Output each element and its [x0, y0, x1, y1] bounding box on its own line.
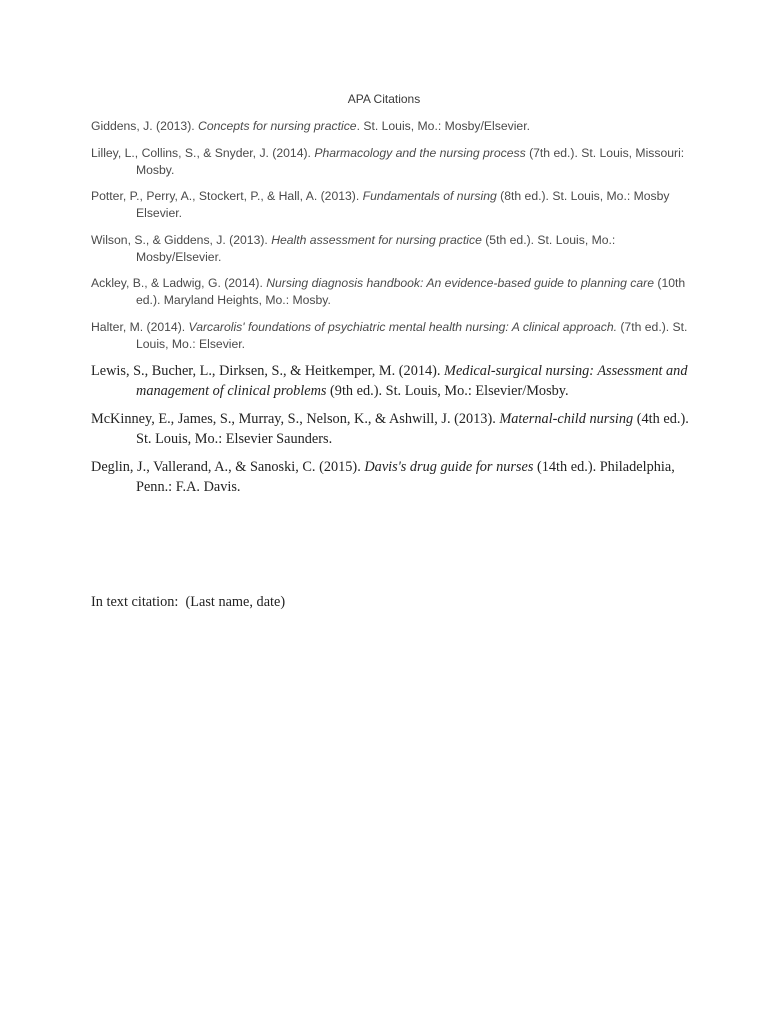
reference-authors: Ackley, B., & Ladwig, G. (2014). [91, 276, 267, 290]
reference-title: Varcarolis' foundations of psychiatric mental health nursing: A clinical approach. [188, 319, 617, 334]
reference-item [91, 188, 691, 222]
reference-title: Concepts for nursing practice [198, 119, 357, 133]
reference-publisher: . St. Louis, Mo.: Mosby/Elsevier. [356, 119, 530, 133]
reference-title: Health assessment for nursing practice [271, 232, 482, 247]
reference-authors: McKinney, E., James, S., Murray, S., Nelson, K., & Ashwill, J. (2013). [91, 411, 500, 427]
reference-authors: Deglin, J., Vallerand, A., & Sanoski, C. (2015). [91, 459, 365, 475]
reference-publisher: (14th ed.). Philadelphia, Penn.: F.A. Davis. [136, 459, 675, 495]
reference-item [91, 458, 691, 497]
reference-authors: Giddens, J. (2013). [91, 119, 199, 133]
reference-title: Davis's drug guide for nurses [364, 459, 534, 475]
reference-item [91, 410, 691, 449]
reference-item [91, 362, 691, 401]
reference-publisher: (7th ed.). St. Louis, Missouri: Mosby. [136, 145, 685, 177]
reference-publisher: (5th ed.). St. Louis, Mo.: Mosby/Elsevier. [136, 232, 616, 264]
reference-authors: Lilley, L., Collins, S., & Snyder, J. (2014). [91, 145, 315, 160]
reference-title: Medical-surgical nursing: Assessment and management of clinical problems [136, 363, 688, 399]
reference-item [91, 145, 691, 179]
reference-item [91, 275, 691, 309]
reference-authors: Lewis, S., Bucher, L., Dirksen, S., & Heitkemper, M. (2014). [91, 363, 445, 379]
document-title: APA Citations [347, 92, 421, 106]
reference-authors: Halter, M. (2014). [91, 319, 189, 334]
reference-publisher: (4th ed.). St. Louis, Mo.: Elsevier Saunders. [136, 411, 689, 447]
reference-item [91, 319, 691, 353]
reference-title: Pharmacology and the nursing process [314, 145, 526, 160]
reference-publisher: (10th ed.). Maryland Heights, Mo.: Mosby. [136, 276, 686, 307]
reference-item [91, 232, 691, 266]
reference-item [91, 118, 691, 135]
reference-authors: Potter, P., Perry, A., Stockert, P., & Hall, A. (2013). [91, 189, 363, 203]
reference-publisher: (7th ed.). St. Louis, Mo.: Elsevier. [136, 319, 688, 351]
reference-title: Fundamentals of nursing [362, 189, 497, 203]
reference-publisher: (9th ed.). St. Louis, Mo.: Elsevier/Mosby. [326, 382, 569, 399]
reference-title: Nursing diagnosis handbook: An evidence-based guide to planning care [266, 276, 655, 290]
in-text-citation-note: In text citation: (Last name, date) [91, 594, 286, 610]
reference-title: Maternal-child nursing [499, 411, 634, 427]
reference-publisher: (8th ed.). St. Louis, Mo.: Mosby Elsevier. [136, 189, 670, 220]
reference-list [91, 118, 691, 506]
reference-authors: Wilson, S., & Giddens, J. (2013). [91, 232, 272, 247]
